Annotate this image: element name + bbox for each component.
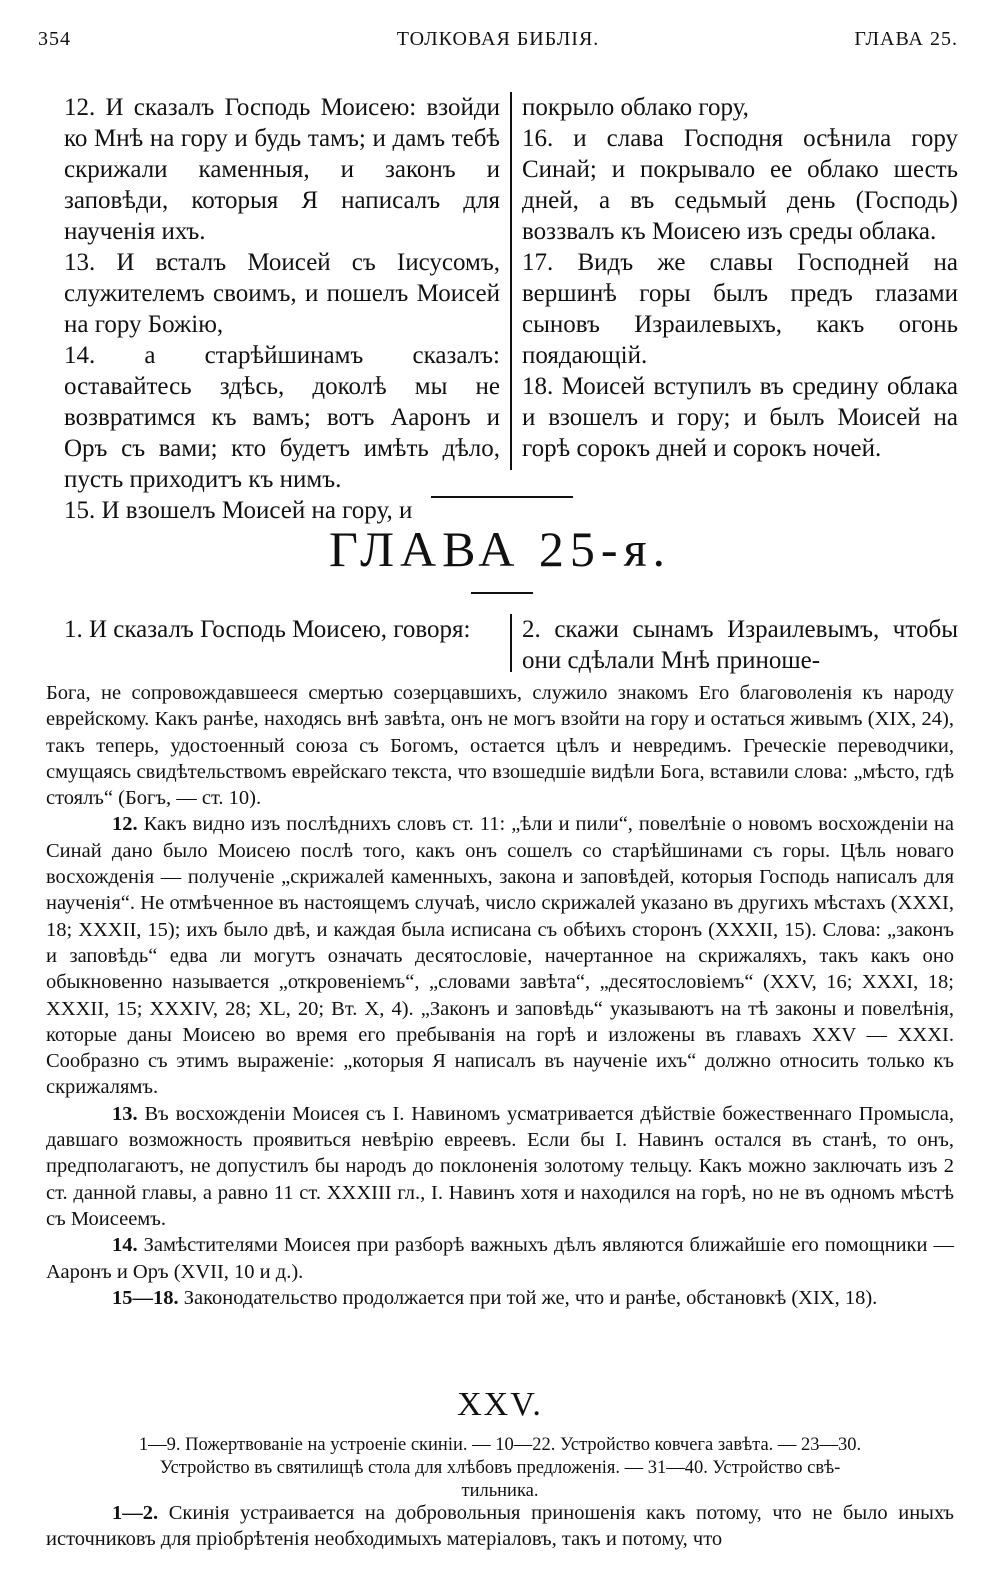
- section-rule-bottom: [471, 592, 533, 594]
- commentary-text-15-18: Законодательство продолжается при той же, что и ранѣе, обстановкѣ (XIX, 18).: [183, 1286, 878, 1309]
- summary-line-3: тильника.: [461, 1481, 539, 1501]
- commentary-text-1-2: Скинія устраивается на добровольныя приношенія какъ потому, что не было иныхъ источниковъ для пріобрѣтенія необходимыхъ матеріаловъ, такъ и потому, что: [46, 1502, 955, 1551]
- scripture-right-column-new: [516, 614, 958, 672]
- scripture-columns-new: [64, 614, 958, 672]
- commentary-verse-ref-1-2: 1—2.: [112, 1502, 159, 1524]
- scripture-left-column-new: [64, 614, 506, 672]
- chapter-title: ГЛАВА 25-я.: [328, 521, 672, 577]
- commentary-verse-ref-15-18: 15—18.: [112, 1286, 179, 1309]
- commentary-verse-ref-13: 13.: [112, 1102, 138, 1125]
- commentary-text-14: Замѣстителями Моисея при разборѣ важныхъ дѣлъ являются ближайшіе его помощники — Ааронъ и Оръ (XVII, 10 и д.).: [46, 1234, 954, 1283]
- chapter-summary: [46, 1434, 954, 1503]
- commentary-verse-ref-14: 14.: [112, 1234, 138, 1257]
- summary-line-2: Устройство въ святилищѣ стола для хлѣбовъ предложенія. — 31—40. Устройство свѣ-: [159, 1458, 841, 1478]
- commentary-paragraph-15-18: [46, 1285, 954, 1311]
- commentary-text-12: Какъ видно изъ послѣднихъ словъ ст. 11: „ѣли и пили“, повелѣніе о новомъ восхожденіи на Синай дано было Моисею послѣ того, какъ онъ сошелъ со старѣйшинами съ горы. Цѣль новаго восхожденія — полученіе „скрижалей каменныхъ, закона и заповѣдей, которыя Господь написалъ для наученія“. Не отмѣченное въ настоящемъ случаѣ, число скрижалей указано въ другихъ мѣстахъ (XXXI, 18; XXXII, 15); ихъ было двѣ, и каждая была исписана съ обѣихъ сторонъ (XXXII, 15). Слова: „законъ и заповѣдь“ едва ли могутъ означать десятословіе, начертанное на скрижаляхъ, такъ какъ оно обыкновенно называется „откровеніемъ“, „словами завѣта“, „десятословіемъ“ (XXV, 16; XXXI, 18; XXXII, 15; XXXIV, 28; XL, 20; Вт. X, 4). „Законъ и заповѣдь“ указываютъ на тѣ законы и повелѣнія, которые даны Моисею во время его пребыванія на горѣ и изложены въ главахъ XXV — XXXI. Сообразно съ этимъ выраженіе: „которыя Я написалъ въ наученіе ихъ“ должно относить только къ скрижалямъ.: [46, 813, 954, 1099]
- commentary: [46, 680, 954, 1311]
- verse-2: 2. скажи сынамъ Израилевымъ, чтобы они сдѣлали Мнѣ приноше-: [522, 616, 958, 674]
- running-header: [38, 28, 958, 58]
- section-numeral: XXV.: [457, 1386, 543, 1423]
- scripture-left-column: [64, 92, 506, 524]
- commentary-bottom: [46, 1500, 954, 1553]
- commentary-paragraph-intro: Бога, не сопровождавшееся смертью созерцавшихъ, служило знакомъ Его благоволенія къ народу еврейскому. Какъ ранѣе, находясь внѣ завѣта, онъ не могъ взойти на гору и остаться живымъ (XIX, 24), такъ теперь, удостоенный союза съ Богомъ, остается цѣлъ и невредимъ. Греческіе переводчики, смущаясь свидѣтельствомъ еврейскаго текста, что взошедшіе видѣли Бога, вставили слова: „мѣсто, гдѣ стоялъ“ (Богъ, — ст. 10).: [46, 682, 954, 810]
- verse-15-cont: покрыло облако гору,: [522, 94, 749, 121]
- verse-13: 13. И всталъ Моисей съ Іисусомъ, служителемъ своимъ, и пошелъ Моисей на гору Божію,: [64, 249, 500, 338]
- scripture-right-column: [516, 92, 958, 470]
- commentary-paragraph-1-2: [46, 1500, 954, 1553]
- verse-12: 12. И сказалъ Господь Моисею: взойди ко Мнѣ на гору и будь тамъ; и дамъ тебѣ скрижали каменныя, и законъ и заповѣди, которыя Я написалъ для наученія ихъ.: [64, 94, 500, 245]
- commentary-paragraph-14: [46, 1232, 954, 1285]
- section-rule-top: [431, 496, 573, 498]
- column-divider-new: [510, 614, 512, 672]
- verse-1: 1. И сказалъ Господь Моисею, говоря:: [64, 616, 471, 643]
- verse-16: 16. и слава Господня осѣнила гору Синай; и покрывало ее облако шесть дней, а въ седьмый день (Господь) воззвалъ къ Моисею изъ среды облака.: [522, 125, 958, 245]
- page-number: 354: [38, 28, 71, 50]
- column-divider: [510, 92, 512, 470]
- running-title: ТОЛКОВАЯ БИБЛІЯ.: [396, 28, 600, 50]
- commentary-paragraph-12: [46, 811, 954, 1100]
- commentary-text-13: Въ восхожденіи Моисея съ І. Навиномъ усматривается дѣйствіе божественнаго Промысла, давшаго возможность проявиться невѣрію евреевъ. Если бы І. Навинъ остался въ станѣ, то онъ, предполагаютъ, не допустилъ бы народъ до поклоненія золотому тельцу. Какъ можно заключать изъ 2 ст. данной главы, а равно 11 ст. XXXIII гл., І. Навинъ хотя и находился на горѣ, но не въ одномъ мѣстѣ съ Моисеемъ.: [46, 1102, 955, 1230]
- commentary-paragraph-13: [46, 1101, 954, 1232]
- scripture-columns-prev: [64, 92, 958, 524]
- verse-17: 17. Видъ же славы Господней на вершинѣ горы былъ предъ глазами сыновъ Израилевыхъ, какъ огонь поядающій.: [522, 249, 958, 369]
- summary-line-1: 1—9. Пожертвованіе на устроеніе скиніи. — 10—22. Устройство ковчега завѣта. — 23—30.: [138, 1435, 862, 1455]
- verse-18: 18. Моисей вступилъ въ средину облака и взошелъ и гору; и былъ Моисей на горѣ сорокъ дней и сорокъ ночей.: [522, 373, 958, 462]
- commentary-verse-ref-12: 12.: [112, 813, 138, 836]
- running-chapter: ГЛАВА 25.: [854, 28, 958, 50]
- verse-15: 15. И взошелъ Моисей на гору, и: [64, 497, 413, 524]
- verse-14: 14. а старѣйшинамъ сказалъ: оставайтесь здѣсь, доколѣ мы не возвратимся къ вамъ; вотъ Ааронъ и Оръ съ вами; кто будетъ имѣть дѣло, пусть приходитъ къ нимъ.: [64, 342, 500, 493]
